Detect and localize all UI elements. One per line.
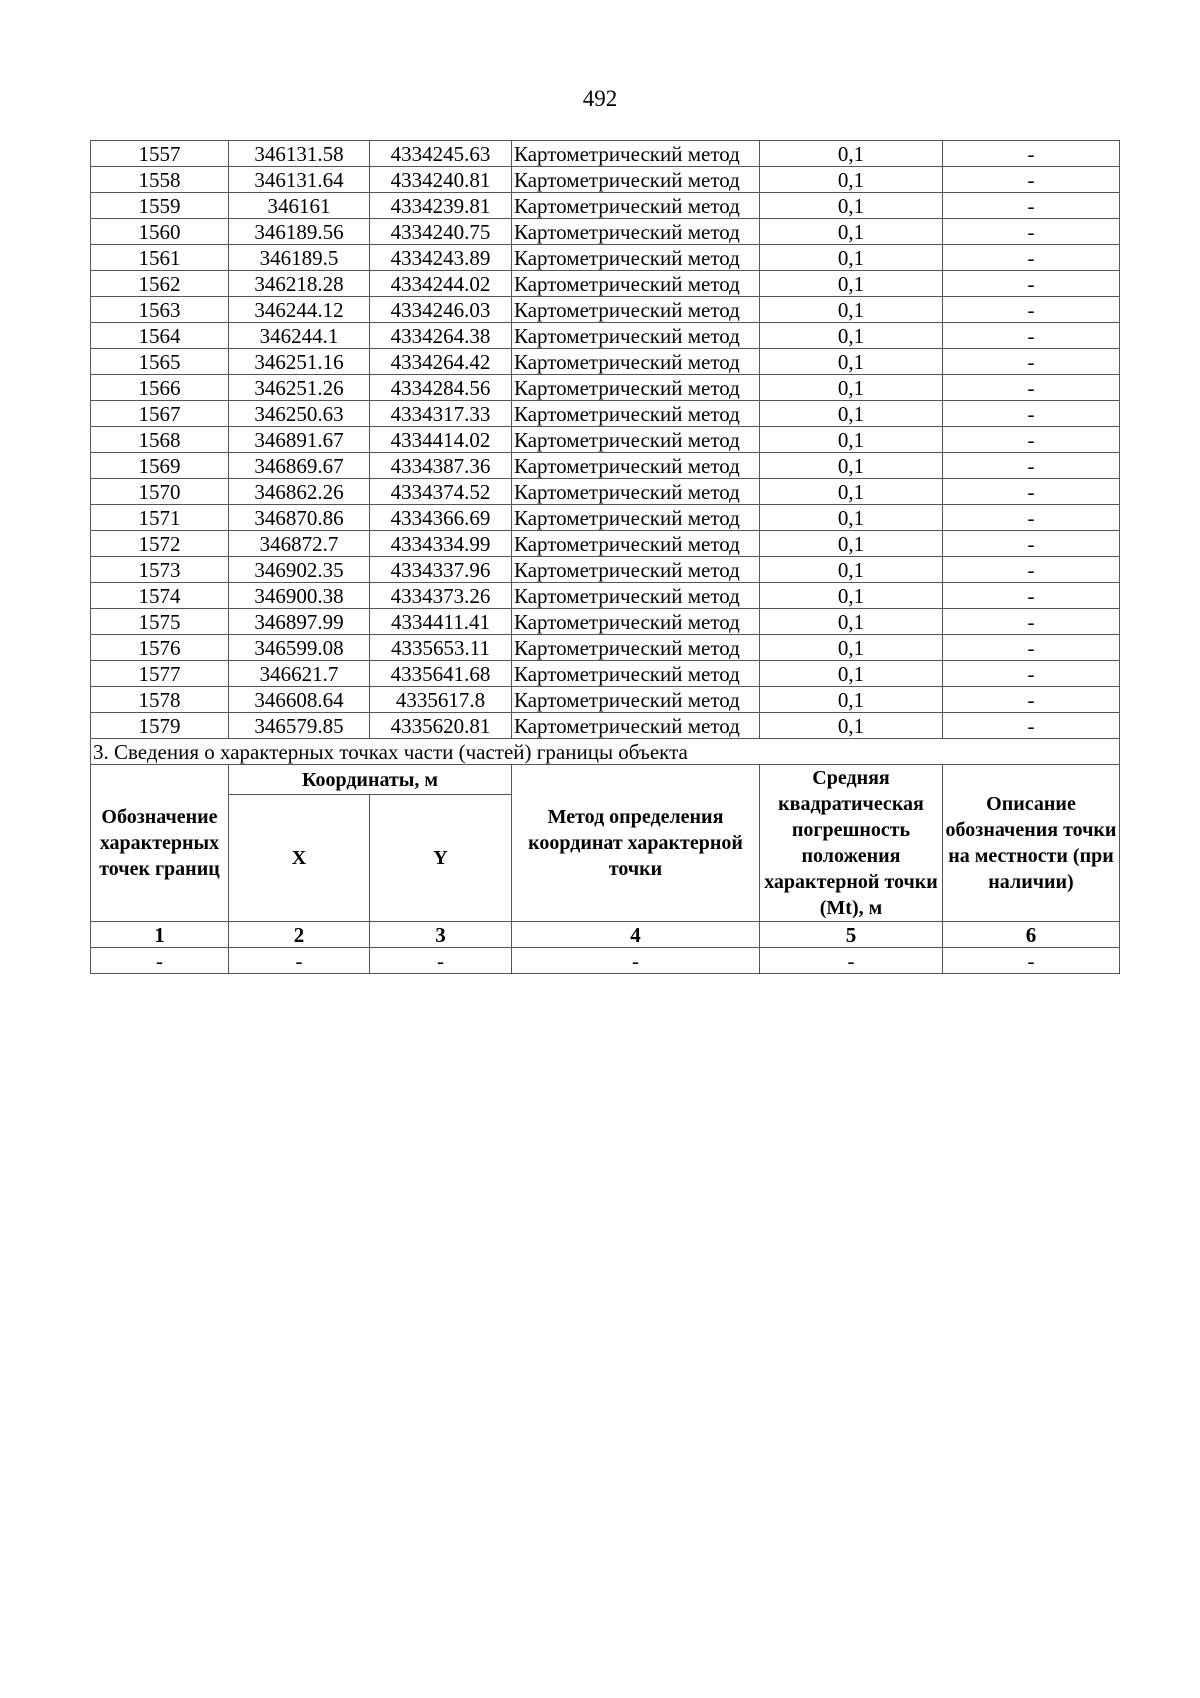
description-cell: - (943, 245, 1120, 271)
method-cell: Картометрический метод (512, 401, 760, 427)
section-3-block (91, 739, 1120, 974)
description-cell: - (943, 479, 1120, 505)
mt-cell: 0,1 (760, 219, 943, 245)
mt-cell: 0,1 (760, 193, 943, 219)
column-number-row (91, 922, 1120, 948)
y-coordinate-cell: 4334366.69 (370, 505, 512, 531)
column-number: 4 (512, 922, 760, 948)
y-coordinate-cell: 4334240.75 (370, 219, 512, 245)
method-cell: Картометрический метод (512, 323, 760, 349)
section-3-title: 3. Сведения о характерных точках части (частей) границы объекта (91, 739, 1120, 765)
mt-cell: 0,1 (760, 505, 943, 531)
method-cell: Картометрический метод (512, 167, 760, 193)
point-id-cell: 1573 (91, 557, 229, 583)
description-cell: - (943, 713, 1120, 739)
point-id-cell: 1569 (91, 453, 229, 479)
point-id-cell: 1558 (91, 167, 229, 193)
method-cell: Картометрический метод (512, 583, 760, 609)
empty-data-row (91, 948, 1120, 974)
mt-cell: 0,1 (760, 245, 943, 271)
table-row (91, 323, 1120, 349)
y-coordinate-cell: 4334373.26 (370, 583, 512, 609)
description-cell: - (943, 505, 1120, 531)
table-cell: - (512, 948, 760, 974)
method-cell: Картометрический метод (512, 453, 760, 479)
description-cell: - (943, 349, 1120, 375)
point-id-cell: 1577 (91, 661, 229, 687)
y-coordinate-cell: 4334317.33 (370, 401, 512, 427)
mt-cell: 0,1 (760, 297, 943, 323)
column-number: 6 (943, 922, 1120, 948)
description-cell: - (943, 193, 1120, 219)
method-cell: Картометрический метод (512, 271, 760, 297)
description-cell: - (943, 401, 1120, 427)
table-row (91, 297, 1120, 323)
mt-cell: 0,1 (760, 427, 943, 453)
mt-cell: 0,1 (760, 167, 943, 193)
method-cell: Картометрический метод (512, 505, 760, 531)
description-cell: - (943, 609, 1120, 635)
x-coordinate-cell: 346869.67 (229, 453, 370, 479)
x-coordinate-cell: 346902.35 (229, 557, 370, 583)
table-row (91, 531, 1120, 557)
description-cell: - (943, 453, 1120, 479)
description-cell: - (943, 297, 1120, 323)
x-coordinate-cell: 346250.63 (229, 401, 370, 427)
y-coordinate-cell: 4334246.03 (370, 297, 512, 323)
mt-cell: 0,1 (760, 661, 943, 687)
table-row (91, 375, 1120, 401)
mt-cell: 0,1 (760, 687, 943, 713)
coordinates-table (90, 140, 1120, 974)
header-method: Метод определения координат характерной точки (512, 765, 760, 922)
description-cell: - (943, 271, 1120, 297)
mt-cell: 0,1 (760, 713, 943, 739)
x-coordinate-cell: 346161 (229, 193, 370, 219)
y-coordinate-cell: 4335641.68 (370, 661, 512, 687)
y-coordinate-cell: 4335617.8 (370, 687, 512, 713)
method-cell: Картометрический метод (512, 141, 760, 167)
point-id-cell: 1560 (91, 219, 229, 245)
header-point-designation: Обозначение характерных точек границ (91, 765, 229, 922)
point-id-cell: 1559 (91, 193, 229, 219)
x-coordinate-cell: 346900.38 (229, 583, 370, 609)
table-row (91, 609, 1120, 635)
point-id-cell: 1566 (91, 375, 229, 401)
point-id-cell: 1575 (91, 609, 229, 635)
table-row (91, 219, 1120, 245)
y-coordinate-cell: 4334243.89 (370, 245, 512, 271)
method-cell: Картометрический метод (512, 349, 760, 375)
method-cell: Картометрический метод (512, 557, 760, 583)
mt-cell: 0,1 (760, 323, 943, 349)
x-coordinate-cell: 346862.26 (229, 479, 370, 505)
table-cell: - (229, 948, 370, 974)
table-row (91, 167, 1120, 193)
y-coordinate-cell: 4335620.81 (370, 713, 512, 739)
y-coordinate-cell: 4334239.81 (370, 193, 512, 219)
x-coordinate-cell: 346579.85 (229, 713, 370, 739)
table-row (91, 193, 1120, 219)
table-row (91, 349, 1120, 375)
header-mt: Средняя квадратическая погрешность положения характерной точки (Mt), м (760, 765, 943, 922)
table-row (91, 713, 1120, 739)
table-row (91, 245, 1120, 271)
y-coordinate-cell: 4334284.56 (370, 375, 512, 401)
point-id-cell: 1562 (91, 271, 229, 297)
x-coordinate-cell: 346189.5 (229, 245, 370, 271)
mt-cell: 0,1 (760, 635, 943, 661)
y-coordinate-cell: 4334244.02 (370, 271, 512, 297)
y-coordinate-cell: 4334264.42 (370, 349, 512, 375)
description-cell: - (943, 557, 1120, 583)
table-row (91, 401, 1120, 427)
x-coordinate-cell: 346251.26 (229, 375, 370, 401)
point-id-cell: 1557 (91, 141, 229, 167)
description-cell: - (943, 583, 1120, 609)
y-coordinate-cell: 4334240.81 (370, 167, 512, 193)
mt-cell: 0,1 (760, 557, 943, 583)
table-cell: - (91, 948, 229, 974)
table-row (91, 453, 1120, 479)
point-id-cell: 1579 (91, 713, 229, 739)
y-coordinate-cell: 4334387.36 (370, 453, 512, 479)
column-number: 5 (760, 922, 943, 948)
mt-cell: 0,1 (760, 141, 943, 167)
y-coordinate-cell: 4334411.41 (370, 609, 512, 635)
table-cell: - (943, 948, 1120, 974)
method-cell: Картометрический метод (512, 193, 760, 219)
description-cell: - (943, 427, 1120, 453)
table-row (91, 141, 1120, 167)
x-coordinate-cell: 346189.56 (229, 219, 370, 245)
method-cell: Картометрический метод (512, 427, 760, 453)
header-coordinates: Координаты, м (229, 765, 512, 795)
y-coordinate-cell: 4334245.63 (370, 141, 512, 167)
x-coordinate-cell: 346891.67 (229, 427, 370, 453)
y-coordinate-cell: 4334414.02 (370, 427, 512, 453)
method-cell: Картометрический метод (512, 713, 760, 739)
method-cell: Картометрический метод (512, 635, 760, 661)
point-id-cell: 1561 (91, 245, 229, 271)
table-row (91, 427, 1120, 453)
point-id-cell: 1567 (91, 401, 229, 427)
x-coordinate-cell: 346897.99 (229, 609, 370, 635)
y-coordinate-cell: 4334337.96 (370, 557, 512, 583)
mt-cell: 0,1 (760, 583, 943, 609)
method-cell: Картометрический метод (512, 609, 760, 635)
point-id-cell: 1565 (91, 349, 229, 375)
mt-cell: 0,1 (760, 349, 943, 375)
y-coordinate-cell: 4335653.11 (370, 635, 512, 661)
description-cell: - (943, 661, 1120, 687)
table-cell: - (370, 948, 512, 974)
x-coordinate-cell: 346608.64 (229, 687, 370, 713)
y-coordinate-cell: 4334374.52 (370, 479, 512, 505)
header-x: X (229, 795, 370, 922)
method-cell: Картометрический метод (512, 661, 760, 687)
point-id-cell: 1574 (91, 583, 229, 609)
method-cell: Картометрический метод (512, 687, 760, 713)
point-id-cell: 1568 (91, 427, 229, 453)
description-cell: - (943, 635, 1120, 661)
column-number: 1 (91, 922, 229, 948)
method-cell: Картометрический метод (512, 479, 760, 505)
x-coordinate-cell: 346131.58 (229, 141, 370, 167)
x-coordinate-cell: 346244.1 (229, 323, 370, 349)
y-coordinate-cell: 4334264.38 (370, 323, 512, 349)
mt-cell: 0,1 (760, 453, 943, 479)
point-id-cell: 1572 (91, 531, 229, 557)
method-cell: Картометрический метод (512, 531, 760, 557)
x-coordinate-cell: 346621.7 (229, 661, 370, 687)
table-row (91, 271, 1120, 297)
x-coordinate-cell: 346131.64 (229, 167, 370, 193)
x-coordinate-cell: 346218.28 (229, 271, 370, 297)
header-description: Описание обозначения точки на местности (при наличии) (943, 765, 1120, 922)
point-id-cell: 1563 (91, 297, 229, 323)
description-cell: - (943, 219, 1120, 245)
x-coordinate-cell: 346251.16 (229, 349, 370, 375)
point-id-cell: 1564 (91, 323, 229, 349)
table-row (91, 583, 1120, 609)
description-cell: - (943, 167, 1120, 193)
header-y: Y (370, 795, 512, 922)
section-3-header-row-1 (91, 765, 1120, 795)
method-cell: Картометрический метод (512, 219, 760, 245)
x-coordinate-cell: 346870.86 (229, 505, 370, 531)
table-row (91, 479, 1120, 505)
point-id-cell: 1576 (91, 635, 229, 661)
description-cell: - (943, 375, 1120, 401)
x-coordinate-cell: 346244.12 (229, 297, 370, 323)
column-number: 3 (370, 922, 512, 948)
section-3-title-row (91, 739, 1120, 765)
coordinates-table-body (91, 141, 1120, 739)
point-id-cell: 1578 (91, 687, 229, 713)
table-row (91, 557, 1120, 583)
method-cell: Картометрический метод (512, 245, 760, 271)
point-id-cell: 1570 (91, 479, 229, 505)
mt-cell: 0,1 (760, 609, 943, 635)
table-cell: - (760, 948, 943, 974)
y-coordinate-cell: 4334334.99 (370, 531, 512, 557)
x-coordinate-cell: 346872.7 (229, 531, 370, 557)
point-id-cell: 1571 (91, 505, 229, 531)
method-cell: Картометрический метод (512, 297, 760, 323)
description-cell: - (943, 531, 1120, 557)
description-cell: - (943, 687, 1120, 713)
mt-cell: 0,1 (760, 531, 943, 557)
table-row (91, 505, 1120, 531)
table-row (91, 661, 1120, 687)
table-row (91, 635, 1120, 661)
mt-cell: 0,1 (760, 271, 943, 297)
method-cell: Картометрический метод (512, 375, 760, 401)
x-coordinate-cell: 346599.08 (229, 635, 370, 661)
description-cell: - (943, 323, 1120, 349)
mt-cell: 0,1 (760, 479, 943, 505)
mt-cell: 0,1 (760, 401, 943, 427)
description-cell: - (943, 141, 1120, 167)
page-number: 492 (582, 86, 618, 111)
table-row (91, 687, 1120, 713)
column-number: 2 (229, 922, 370, 948)
mt-cell: 0,1 (760, 375, 943, 401)
